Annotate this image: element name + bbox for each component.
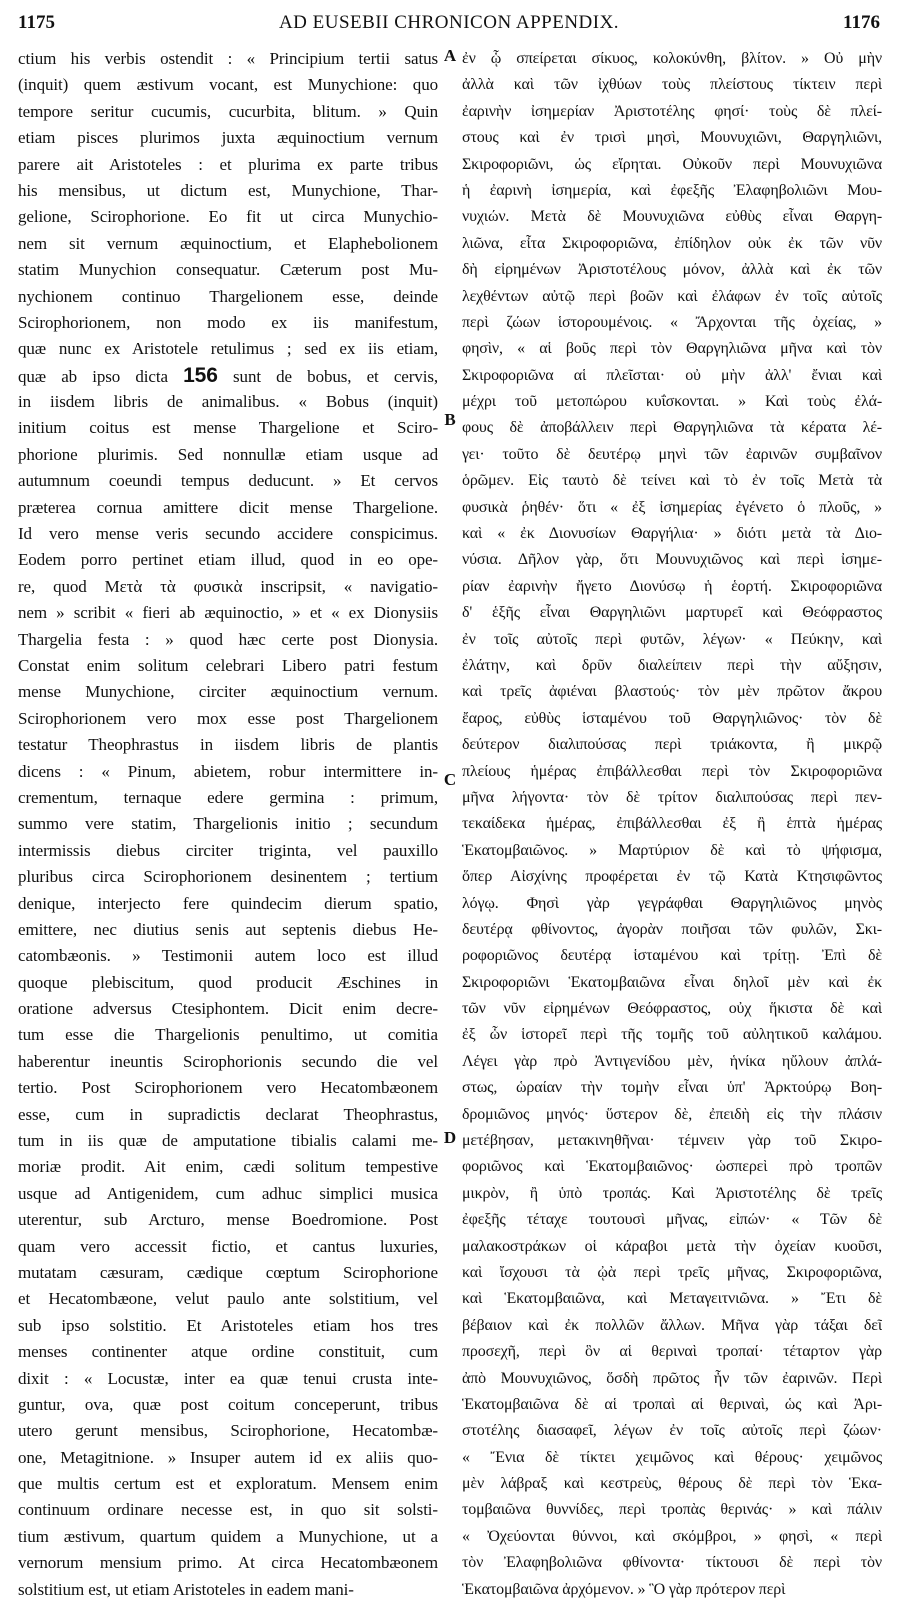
section-marker-b: B bbox=[444, 410, 456, 429]
greek-text-line: περὶ ζώων ἱστορουμένοις. « Ἄρχονται τῆς ὀχείας, » bbox=[462, 313, 882, 331]
latin-text-line: menses continenter atque ordine constituit, cum bbox=[18, 1342, 438, 1362]
greek-text-line: « Ὀχεύονται θύννοι, καὶ σκόμβροι, » φησὶ, « περὶ bbox=[462, 1527, 882, 1545]
latin-text-line: gelione, Scirophorione. Eo fit ut circa Munychio- bbox=[18, 207, 438, 227]
latin-text-line: esse, cum in supradictis declarat Theophrastus, bbox=[18, 1104, 438, 1124]
greek-text-line: δευτέρᾳ φθίνοντος, ἀγορὰν ποιῆσαι τῶν φυλῶν, Σκι- bbox=[462, 920, 882, 938]
greek-text-line: Ἑκατομβαιῶνα ἀρχόμενον. » Ὃ γὰρ πρότερον περὶ bbox=[462, 1580, 786, 1598]
latin-text-line: in iisdem libris de animalibus. « Bobus (inquit) bbox=[18, 392, 438, 412]
latin-text-line: nychionem continuo Thargelionem esse, deinde bbox=[18, 286, 438, 306]
latin-text-line: quæ ab ipso dicta 156 sunt de bobus, et cervis, bbox=[18, 363, 438, 387]
greek-text-line: ἔαρος, εὐθὺς ἱσταμένου τοῦ Θαργηλιῶνος· τὸν δὲ bbox=[462, 709, 882, 727]
latin-text-line: continuum ordinare necesse est, in quo sit solsti- bbox=[18, 1500, 438, 1520]
latin-text-line: one, Metagitnione. » Insuper autem id ex aliis quo- bbox=[18, 1447, 438, 1467]
greek-text-line: ἀλλὰ καὶ τῶν ἰχθύων τοὺς πλείστους τίκτειν περὶ bbox=[462, 76, 882, 94]
latin-text-line: Constat enim solitum celebrari Libero patri festum bbox=[18, 655, 438, 675]
greek-text-line: μὲν λάβραξ καὶ κεστρεὺς, θέρους δὲ περὶ τὸν Ἑκα- bbox=[462, 1475, 882, 1493]
latin-text-line: guntur, ova, quæ post coitum conceperunt, tribus bbox=[18, 1394, 438, 1414]
latin-text-line: tium æstivum, quartum quidem a Munychione, ut a bbox=[18, 1526, 438, 1546]
greek-text-line: ἐαρινὴν ἰσημερίαν Ἀριστοτέλης φησί· τοὺς δὲ πλεί- bbox=[462, 102, 882, 120]
greek-text-line: ὅπερ Αἰσχίνης προφέρεται ἐν τῷ Κατὰ Κτησιφῶντος bbox=[462, 868, 882, 886]
greek-text-line: ἐν τοῖς αὐτοῖς περὶ φυτῶν, λέγων· « Πεύκην, καὶ bbox=[462, 630, 882, 648]
greek-text-line: βέβαιον καὶ ἐκ πολλῶν ἄλλων. Μῆνα γὰρ τάξαι δεῖ bbox=[462, 1316, 882, 1334]
latin-text-line: dicens : « Pinum, abietem, robur intermittere in- bbox=[18, 761, 438, 781]
latin-text-line: quæ nunc ex Aristotele retulimus ; sed ex iis etiam, bbox=[18, 339, 438, 359]
latin-text-line: phorione plurimis. Sed nonnullæ etiam usque ad bbox=[18, 444, 438, 464]
greek-text-line: ρίαν ἐαρινὴν ἤγετο Διονύσῳ ἡ ἑορτή. Σκιροφοριῶνα bbox=[462, 577, 882, 595]
latin-text-line: usque ad Antigenidem, cum adhuc simplici musica bbox=[18, 1183, 438, 1203]
latin-text-line: ctium his verbis ostendit : « Principium tertii satus bbox=[18, 49, 438, 68]
greek-text-line: προσεχῆ, περὶ ὃν αἱ θεριναὶ τροπαί· τέταρτον γὰρ bbox=[462, 1343, 882, 1361]
greek-text-line: δὴ εἰρημένων Ἀριστοτέλους μόνον, ἀλλὰ καὶ ἐκ τῶν bbox=[462, 261, 882, 279]
greek-text-line: Λέγει γὰρ πρὸ Ἀντιγενίδου μὲν, ἡνίκα ηὔλουν ἀπλά- bbox=[462, 1052, 882, 1070]
latin-text-line: statim Munychion consequatur. Cæterum post Mu- bbox=[18, 260, 438, 280]
greek-text-line: μέχρι τοῦ μετοπώρου κυΐσκονται. » Καὶ τοὺς ἐλά- bbox=[462, 393, 882, 411]
greek-text-line: μῆνα λήγοντα· τὸν δὲ τρίτον διαλιπούσας περὶ πεν- bbox=[462, 788, 882, 806]
greek-text-line: τῶν νῦν εἰρημένων Θεόφραστος, οὐχ ἥκιστα δὲ καὶ bbox=[462, 1000, 882, 1018]
latin-text-line: emittere, nec diutius senis aut septenis diebus He- bbox=[18, 919, 438, 939]
latin-text-line: Scirophorionem vero mox esse post Thargelionem bbox=[18, 708, 438, 728]
latin-text-line: tum esse die Thargelionis penultimo, ut comitia bbox=[18, 1025, 438, 1045]
latin-text-line: Scirophorionem, non modo ex iis manifestum, bbox=[18, 312, 438, 332]
latin-text-line: mutatam cæsuram, cædique cœptum Scirophorione bbox=[18, 1262, 438, 1282]
greek-text-line: τὸν Ἐλαφηβολιῶνα φθίνοντα· τίκτουσι δὲ περὶ τὸν bbox=[462, 1554, 882, 1572]
latin-text-line: intermissis diebus circiter triginta, vel pauxillo bbox=[18, 840, 438, 860]
latin-text-line: initium coitus est mense Thargelione et Sciro- bbox=[18, 418, 438, 438]
greek-text-line: τεκαίδεκα ἡμέρας, ἐπιβάλλεσθαι ἐξ ἢ ἑπτὰ ἡμέρας bbox=[462, 815, 882, 833]
latin-text-line: testatur Theophrastus in iisdem libris de plantis bbox=[18, 735, 438, 755]
greek-text-line: « Ἔνια δὲ τίκτει χειμῶνος καὶ θέρους· χειμῶνος bbox=[462, 1448, 882, 1466]
latin-text-line: utero gerunt mensibus, Scirophorione, Hecatombæ- bbox=[18, 1421, 438, 1441]
latin-text-line: his mensibus, ut dictum est, Munychione, Thar- bbox=[18, 180, 438, 200]
latin-text-line: nem sit vernum æquinoctium, et Elaphebolionem bbox=[18, 233, 438, 253]
greek-text-line: μικρὸν, ἢ ὑπὸ τροπάς. Καὶ Ἀριστοτέλης δὲ τρεῖς bbox=[462, 1184, 882, 1202]
latin-text-line: vernorum mensium primo. At circa Hecatombæonem bbox=[18, 1553, 438, 1573]
greek-text-line: ἐξ ὧν ἱστορεῖ περὶ τῆς τομῆς τοῦ αὐλητικοῦ καλάμου. bbox=[462, 1026, 882, 1044]
latin-text-line: re, quod Μετὰ τὰ φυσικὰ inscripsit, « navigatio- bbox=[18, 576, 438, 596]
greek-text-line: καὶ τρεῖς ἀφιέναι βλαστούς· τὸν μὲν πρῶτον ἄκρου bbox=[462, 683, 882, 701]
running-header bbox=[18, 12, 880, 42]
latin-text-line: catombæonis. » Testimonii autem loco est illud bbox=[18, 946, 438, 966]
greek-text-line: πλείους ἡμέρας ἐπιβάλλεσθαι περὶ τὸν Σκιροφοριῶνα bbox=[462, 762, 882, 780]
greek-text-line: λεχθέντων αὐτῷ περὶ βοῶν καὶ ἐλάφων ἐν τοῖς αὐτοῖς bbox=[462, 287, 882, 305]
greek-text-line: μαλακοστράκων οἱ κάραβοι μετὰ τὴν ὀχείαν κυοῦσι, bbox=[462, 1237, 882, 1255]
latin-text-line: uterentur, sub Arcturo, mense Boedromione. Post bbox=[18, 1210, 438, 1230]
greek-text-line: Σκιροφοριῶνα αἱ πλεῖσται· οὐ μὴν ἀλλ' ἔνιαι καὶ bbox=[462, 366, 882, 384]
greek-text-line: Ἑκατομβαιῶνος. » Μαρτύριον δὲ καὶ τὸ ψήφισμα, bbox=[462, 841, 882, 859]
greek-text-line: στως, ὡραίαν τὴν τομὴν εἶναι ὑπ' Ἀρκτούρῳ Βοη- bbox=[462, 1079, 882, 1097]
greek-text-line: φοριῶνος καὶ Ἑκατομβαιῶνος· ὡσπερεὶ πρὸ τροπῶν bbox=[462, 1158, 882, 1176]
latin-text-line: quoque plebiscitum, quod producit Æschines in bbox=[18, 972, 438, 992]
greek-text-line: γει· τοῦτο δὲ δευτέρῳ μηνὶ τῶν ἐαρινῶν συμβαῖνον bbox=[462, 445, 882, 463]
greek-text-line: νυχιών. Μετὰ δὲ Μουνυχιῶνα εὐθὺς εἶναι Θαργη- bbox=[462, 208, 882, 226]
greek-text-line: φους δὲ ἀποβάλλειν περὶ Θαργηλιῶνα τὰ κέρατα λέ- bbox=[462, 419, 882, 437]
latin-text-line: tum in iis quæ de amputatione tibialis calami me- bbox=[18, 1131, 438, 1151]
latin-text-line: haberentur ineuntis Scirophorionis secundo die vel bbox=[18, 1051, 438, 1071]
greek-text-line: ἡ ἐαρινὴ ἰσημερία, καὶ ἐφεξῆς Ἐλαφηβολιῶνι Μου- bbox=[462, 181, 882, 199]
greek-text-line: Σκιροφοριῶνι Ἑκατομβαιῶνα εἶναι δηλοῖ μὲν καὶ ἐκ bbox=[462, 973, 882, 991]
section-marker-a: A bbox=[443, 46, 457, 65]
greek-text-line: τομβαιῶνα θυννίδες, περὶ τροπὰς θερινάς· » καὶ πάλιν bbox=[462, 1501, 882, 1519]
latin-text-line: etiam pisces plurimos juxta æquinoctium vernum bbox=[18, 128, 438, 148]
latin-text-line: denique, interjecto fere quindecim dierum spatio, bbox=[18, 893, 438, 913]
greek-text-line: στοτέλης διασαφεῖ, λέγων ἐν τοῖς αὐτοῖς περὶ ζώων· bbox=[462, 1422, 882, 1440]
greek-text-line: φυσικὰ ῥηθέν· ὅτι « ἐξ ἰσημερίας ἐγένετο ὁ πλοῦς, » bbox=[462, 498, 882, 516]
page-number-right: 1176 bbox=[843, 12, 880, 33]
latin-text-line: que multis certum est et exploratum. Mensem enim bbox=[18, 1474, 438, 1494]
greek-text-line: δεύτερον διαλιπούσας περὶ τριάκοντα, ἢ μικρῷ bbox=[462, 736, 882, 754]
greek-text-line: φησὶν, « αἱ βοῦς περὶ τὸν Θαργηλιῶνα μῆνα καὶ τὸν bbox=[462, 340, 882, 358]
greek-text-line: ροφοριῶνος δευτέρᾳ ἱσταμένου καὶ τρίτῃ. Ἐπὶ δὲ bbox=[462, 947, 882, 965]
greek-text-line: δρομιῶνος μηνός· ὕστερον δὲ, ἐπειδὴ εἰς τὴν πλάσιν bbox=[462, 1105, 882, 1123]
latin-text-line: oratione adversus Ctesiphontem. Dicit enim decre- bbox=[18, 999, 438, 1019]
latin-text-line: mense Munychione, circiter æquinoctium vernum. bbox=[18, 682, 438, 702]
latin-text-line: solstitium est, ut etiam Aristoteles in eadem mani- bbox=[18, 1579, 354, 1599]
greek-text-line: Σκιροφοριῶνι, ὡς εἴρηται. Οὐκοῦν περὶ Μουνυχιῶνα bbox=[462, 155, 882, 173]
latin-text-line: dixit : « Locustæ, inter ea quæ tenui crusta inte- bbox=[18, 1368, 438, 1388]
latin-text-line: moriæ prodit. Ait enim, cædi solitum tempestive bbox=[18, 1157, 438, 1177]
greek-text-line: ἐφεξῆς τέταχε τουτουσὶ μῆνας, εἰπών· « Τῶν δὲ bbox=[462, 1211, 882, 1229]
section-marker-d: D bbox=[443, 1128, 457, 1147]
latin-column bbox=[18, 46, 438, 1603]
greek-text-line: ἀπὸ Μουνυχιῶνος, ὅσδὴ πρῶτος ἦν τῶν ἐαρινῶν. Περὶ bbox=[462, 1369, 882, 1387]
greek-text-line: Ἑκατομβαιῶνα δὲ αἱ τροπαὶ αἱ θεριναὶ, ὡς καὶ Ἀρι- bbox=[462, 1395, 882, 1413]
latin-text-line: præterea cornua amittere dicit mense Thargelione. bbox=[18, 497, 438, 517]
greek-text-line: νύσια. Δῆλον γὰρ, ὅτι Μουνυχιῶνος καὶ περὶ ἰσημε- bbox=[462, 551, 882, 569]
greek-text-line: ἐλάτην, καὶ δρῦν διαλείπειν περὶ τὴν αὔξησιν, bbox=[462, 656, 882, 674]
greek-text-line: καὶ Ἑκατομβαιῶνα, καὶ Μεταγειτνιῶνα. » Ἔτι δὲ bbox=[462, 1290, 882, 1308]
latin-text-line: quam vero accessit fictio, et cantus luxuries, bbox=[18, 1236, 438, 1256]
greek-text-line: καὶ ἴσχουσι τὰ ᾠὰ περὶ τρεῖς μῆνας, Σκιροφοριῶνα, bbox=[462, 1263, 882, 1281]
greek-text-line: καὶ « ἐκ Διονυσίων Θαργήλια· » διότι μετὰ τὰ Διο- bbox=[462, 525, 882, 543]
latin-text-line: summo vere statim, Thargelionis initio ; secundum bbox=[18, 814, 438, 834]
greek-text-line: στους καὶ ἐν τρισὶ μησὶ, Μουνυχιῶνι, Θαργηλιῶνι, bbox=[462, 129, 882, 147]
latin-text-line: crementum, ternaque edere germina : primum, bbox=[18, 787, 438, 807]
latin-text-line: Thargelia festa : » quod hæc certe post Dionysia. bbox=[18, 629, 438, 649]
latin-text-line: tertio. Post Scirophorionem vero Hecatombæonem bbox=[18, 1078, 438, 1098]
latin-text-line: nem » scribit « fieri ab æquinoctio, » et « ex Dionysiis bbox=[18, 603, 438, 623]
greek-text-line: λιῶνα, εἶτα Σκιροφοριῶνα, ἐπίδηλον οὐκ ἐκ τῶν νῦν bbox=[462, 234, 882, 252]
greek-text-line: ὁρῶμεν. Εἰς ταυτὸ δὲ τείνει καὶ τὸ ἐν τοῖς Μετὰ τὰ bbox=[462, 472, 882, 490]
latin-text-line: parere ait Aristoteles : et plurima ex parte tribus bbox=[18, 154, 438, 174]
latin-text-line: Id vero mense veris secundo accidere conspicimus. bbox=[18, 524, 438, 544]
latin-text-line: tempore seritur cucumis, cucurbita, blitum. » Quin bbox=[18, 101, 438, 121]
latin-text-line: pluribus circa Scirophorionem desinentem ; tertium bbox=[18, 867, 438, 887]
greek-text-line: λόγῳ. Φησὶ γὰρ γεγράφθαι Θαργηλιῶνος μηνὸς bbox=[462, 894, 882, 912]
latin-text-line: et Hecatombæone, velut paulo ante solstitium, vel bbox=[18, 1289, 438, 1309]
page-number-left: 1175 bbox=[18, 12, 55, 33]
greek-text-line: μετέβησαν, μετακινηθῆναι· τέμνειν γὰρ τοῦ Σκιρο- bbox=[462, 1132, 882, 1150]
greek-text-line: δ' ἑξῆς εἶναι Θαργηλιῶνι μαρτυρεῖ καὶ Θεόφραστος bbox=[462, 604, 882, 622]
latin-text-line: Eodem porro pertinet etiam illud, quod in eo ope- bbox=[18, 550, 438, 570]
running-title: AD EUSEBII CHRONICON APPENDIX. bbox=[278, 12, 620, 33]
latin-text-line: autumnum coeundi tempus deducunt. » Et cervos bbox=[18, 471, 438, 491]
greek-text-line: ἐν ᾧ σπείρεται σίκυος, κολοκύνθη, βλίτον. » Οὐ μὴν bbox=[462, 50, 882, 67]
section-marker-c: C bbox=[443, 770, 457, 789]
latin-text-line: sub ipso solstitio. Et Aristoteles etiam hos tres bbox=[18, 1315, 438, 1335]
marginal-page-number: 156 bbox=[183, 363, 218, 387]
greek-column bbox=[462, 46, 882, 1603]
latin-text-line: (inquit) quem æstivum vocant, est Munychione: quo bbox=[18, 75, 438, 95]
